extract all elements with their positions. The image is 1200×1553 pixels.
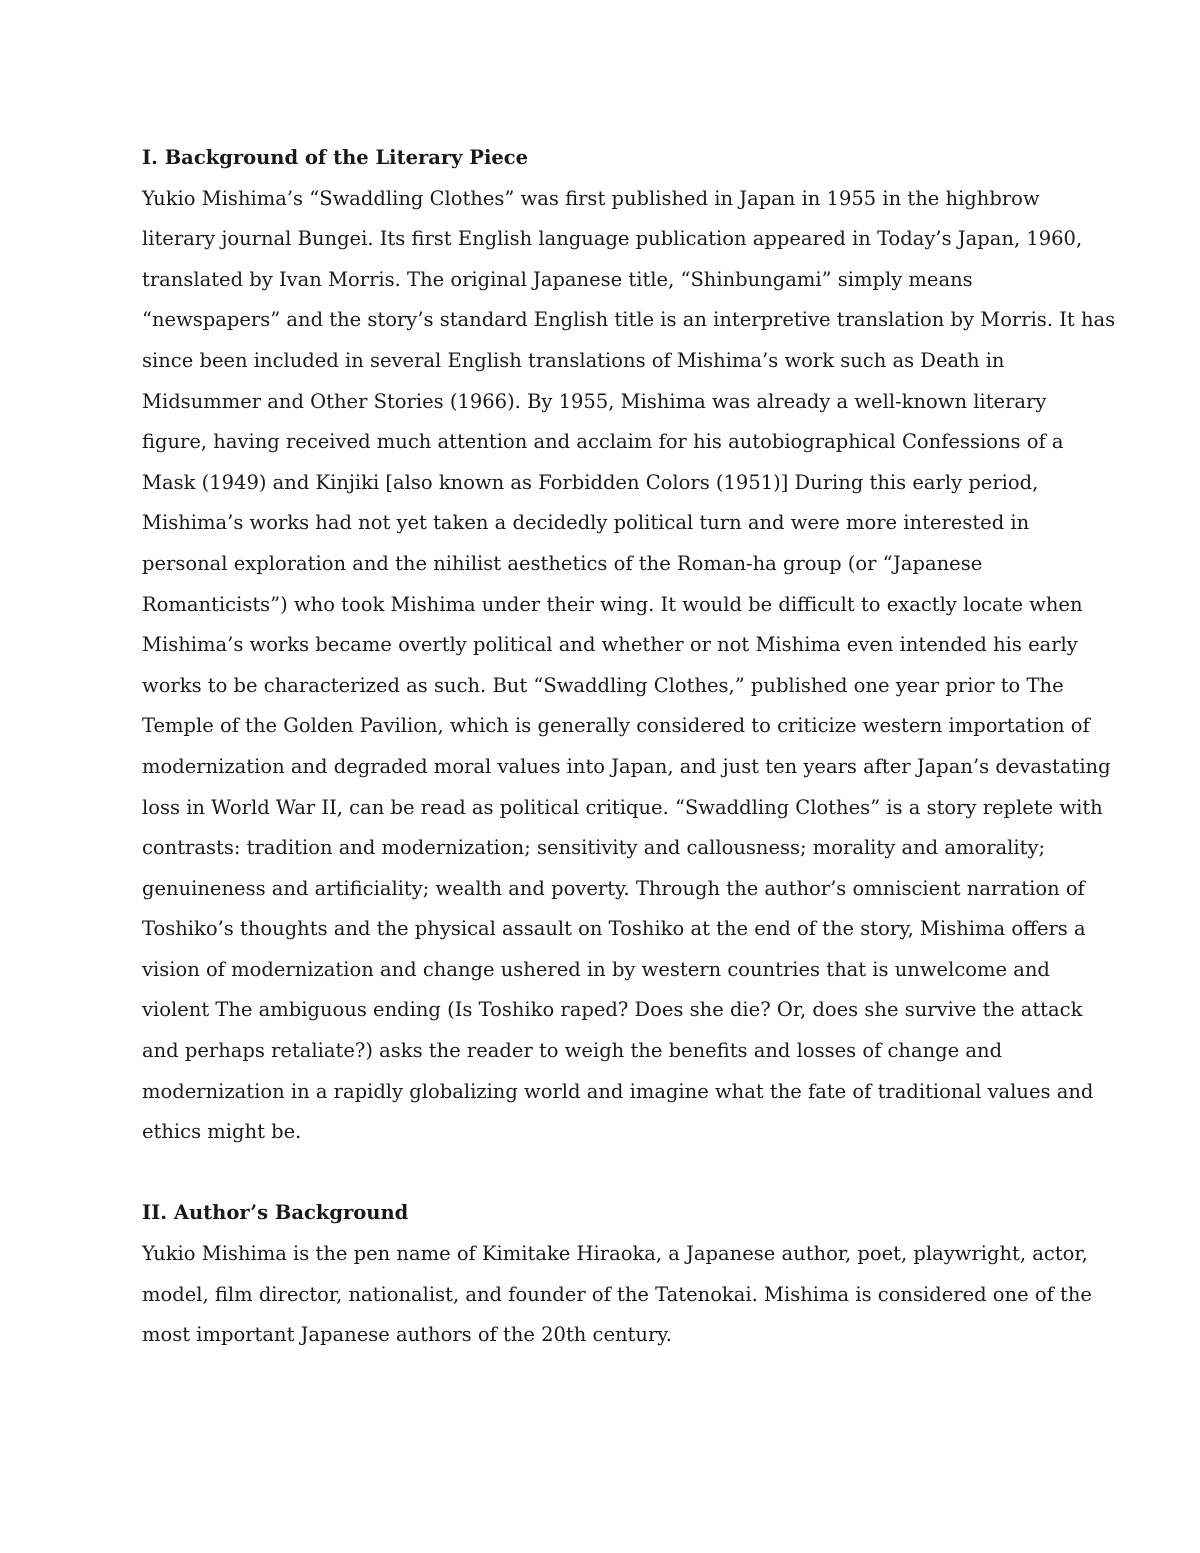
body-line: violent The ambiguous ending (Is Toshiko raped? Does she die? Or, does she survive the attack (142, 998, 1083, 1022)
section-spacer (142, 1153, 1062, 1194)
document-page (142, 138, 1116, 1356)
body-line: and perhaps retaliate?) asks the reader to weigh the benefits and losses of change and (142, 1039, 1003, 1063)
body-line: contrasts: tradition and modernization; sensitivity and callousness; morality and amorality; (142, 836, 1046, 860)
body-line: literary journal Bungei. Its first English language publication appeared in Today’s Japan, 1960, (142, 227, 1083, 251)
section-body-author (142, 1234, 1092, 1356)
body-line: Yukio Mishima is the pen name of Kimitake Hiraoka, a Japanese author, poet, playwright, actor, (142, 1242, 1088, 1266)
body-line: modernization in a rapidly globalizing world and imagine what the fate of traditional values and (142, 1079, 1094, 1103)
body-line: Temple of the Golden Pavilion, which is generally considered to criticize western importation of (142, 714, 1090, 738)
body-line: translated by Ivan Morris. The original Japanese title, “Shinbungami” simply means (142, 267, 973, 291)
body-line: figure, having received much attention and acclaim for his autobiographical Confessions of a (142, 430, 1064, 454)
section-body-background (142, 179, 1116, 1153)
body-line: Mishima’s works had not yet taken a decidedly political turn and were more interested in (142, 511, 1030, 535)
section-heading-author: II. Author’s Background (142, 1201, 409, 1225)
body-line: personal exploration and the nihilist aesthetics of the Roman-ha group (or “Japanese (142, 551, 983, 575)
body-line: ethics might be. (142, 1120, 302, 1144)
body-line: works to be characterized as such. But “Swaddling Clothes,” published one year prior to The (142, 673, 1064, 697)
body-line: Mishima’s works became overtly political and whether or not Mishima even intended his early (142, 633, 1078, 657)
body-line: vision of modernization and change ushered in by western countries that is unwelcome and (142, 957, 1050, 981)
body-line: “newspapers” and the story’s standard English title is an interpretive translation by Morris. It has (142, 308, 1116, 332)
body-line: Midsummer and Other Stories (1966). By 1955, Mishima was already a well-known literary (142, 389, 1047, 413)
body-line: Romanticists”) who took Mishima under their wing. It would be difficult to exactly locate when (142, 592, 1083, 616)
body-line: genuineness and artificiality; wealth and poverty. Through the author’s omniscient narration of (142, 876, 1085, 900)
section-heading-background: I. Background of the Literary Piece (142, 146, 529, 169)
body-line: Yukio Mishima’s “Swaddling Clothes” was first published in Japan in 1955 in the highbrow (142, 186, 1040, 210)
body-line: since been included in several English translations of Mishima’s work such as Death in (142, 348, 1005, 372)
body-line: most important Japanese authors of the 20th century. (142, 1323, 672, 1347)
body-line: Toshiko’s thoughts and the physical assault on Toshiko at the end of the story, Mishima offers a (142, 917, 1086, 941)
body-line: model, film director, nationalist, and founder of the Tatenokai. Mishima is considered one of the (142, 1282, 1092, 1306)
body-line: loss in World War II, can be read as political critique. “Swaddling Clothes” is a story replete with (142, 795, 1103, 819)
body-line: Mask (1949) and Kinjiki [also known as Forbidden Colors (1951)] During this early period, (142, 470, 1039, 494)
body-line: modernization and degraded moral values into Japan, and just ten years after Japan’s devastating (142, 754, 1111, 778)
